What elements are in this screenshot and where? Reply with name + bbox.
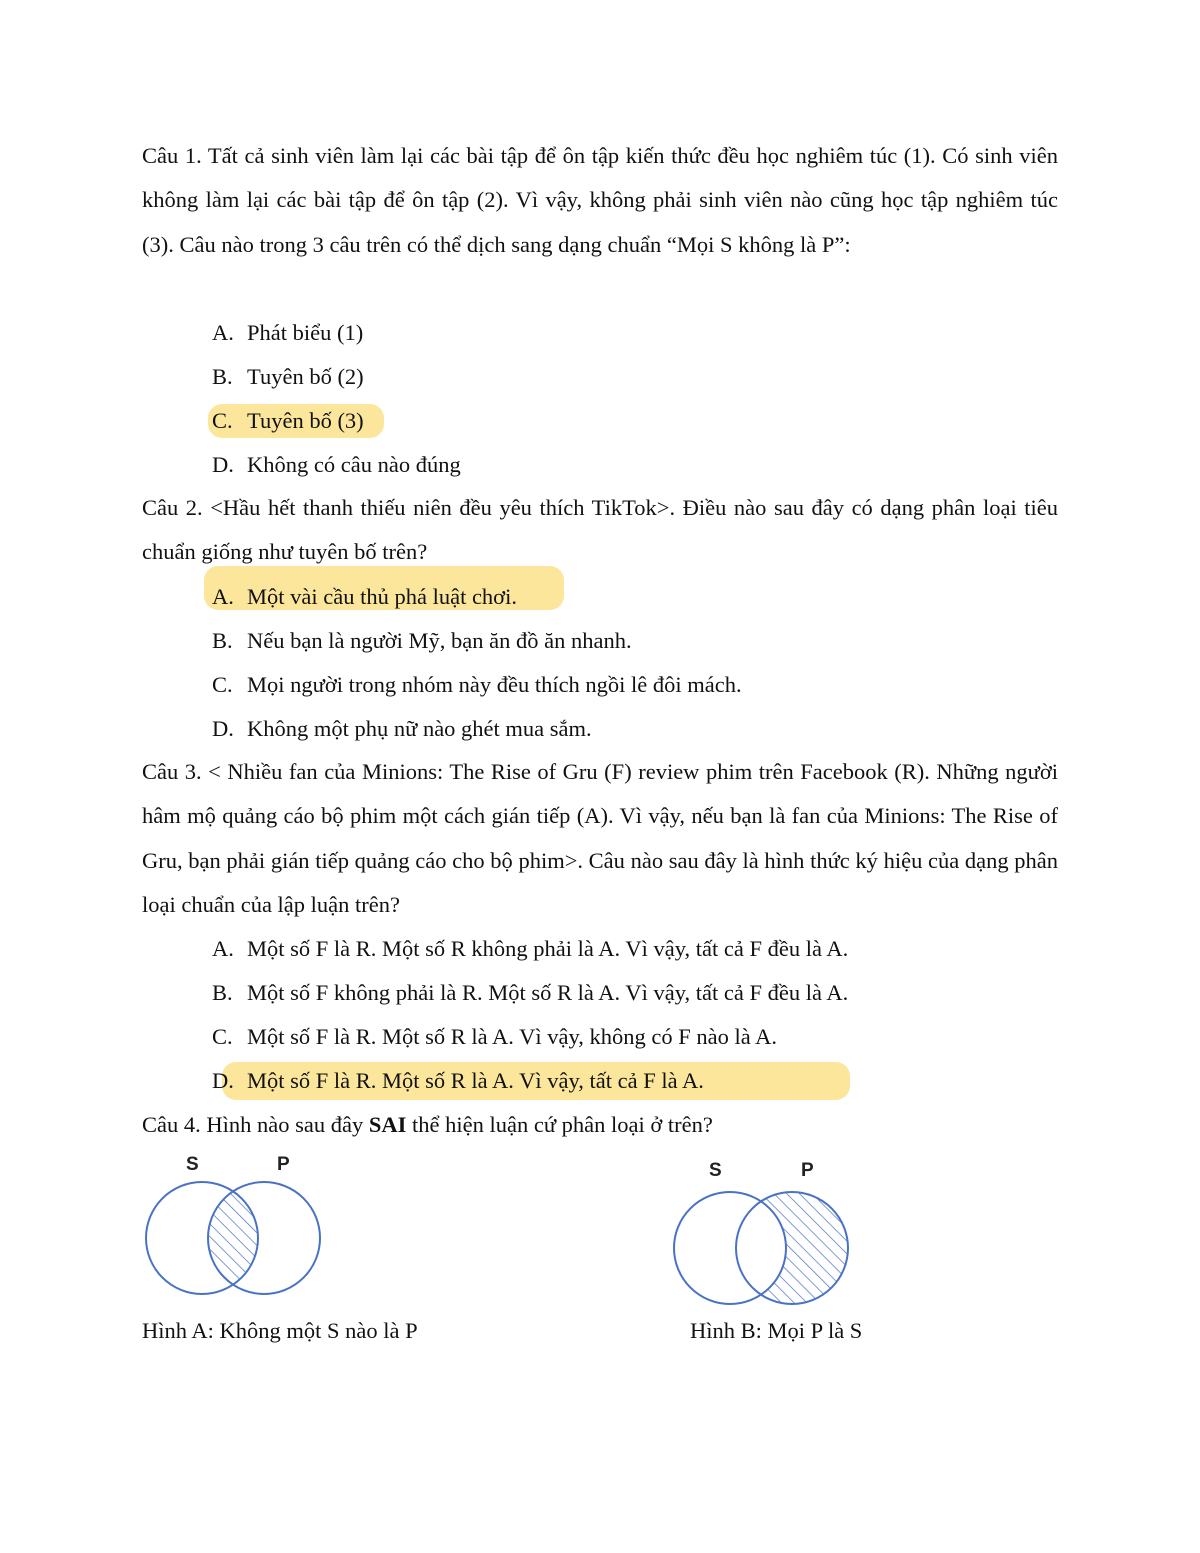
question-3-option-d: [212, 1066, 704, 1096]
option-text: Một vài cầu thủ phá luật chơi.: [247, 584, 517, 609]
option-letter: A.: [212, 936, 234, 961]
question-3-option-b: [212, 978, 848, 1008]
option-text: Một số F không phải là R. Một số R là A. Vì vậy, tất cả F đều là A.: [247, 980, 849, 1005]
option-text: Nếu bạn là người Mỹ, bạn ăn đồ ăn nhanh.: [247, 628, 632, 653]
option-text: Mọi người trong nhóm này đều thích ngồi lê đôi mách.: [247, 672, 742, 697]
question-1-option-a: [212, 318, 363, 348]
question-1-option-c: [212, 406, 364, 436]
option-text: Một số F là R. Một số R là A. Vì vậy, tất cả F là A.: [247, 1068, 704, 1093]
stem-text: Câu 4. Hình nào sau đây: [142, 1112, 369, 1137]
option-letter: A.: [212, 320, 234, 345]
question-1-option-d: [212, 450, 461, 480]
question-2-option-c: [212, 670, 742, 700]
question-1-option-b: [212, 362, 364, 392]
stem-text: thể hiện luận cứ phân loại ở trên?: [406, 1112, 713, 1137]
option-text: Tuyên bố (3): [247, 408, 364, 433]
question-3-option-a: [212, 934, 848, 964]
question-3-stem: Câu 3. < Nhiều fan của Minions: The Rise of Gru (F) review phim trên Facebook (R). Những người hâm mộ quảng cáo bộ phim một cách gián tiếp (A). Vì vậy, nếu bạn là fan của Minions: The Rise of Gru, bạn phải gián tiếp quảng cáo cho bộ phim>. Câu nào sau đây là hình thức ký hiệu của dạng phân loại chuẩn của lập luận trên?: [142, 759, 1058, 917]
option-letter: C.: [212, 672, 233, 697]
option-text: Không một phụ nữ nào ghét mua sắm.: [247, 716, 592, 741]
question-4-stem: [142, 1110, 713, 1140]
figure-a-label-s: S: [186, 1154, 199, 1175]
option-letter: B.: [212, 980, 233, 1005]
option-text: Một số F là R. Một số R không phải là A. Vì vậy, tất cả F đều là A.: [247, 936, 849, 961]
figure-a-label-p: P: [277, 1154, 290, 1175]
figure-b-caption: Hình B: Mọi P là S: [690, 1318, 863, 1343]
question-2-option-b: [212, 626, 632, 656]
figure-b-venn-diagram: [668, 1190, 858, 1310]
option-letter: C.: [212, 1024, 233, 1049]
question-2-stem: Câu 2. <Hầu hết thanh thiếu niên đều yêu thích TikTok>. Điều nào sau đây có dạng phân loại tiêu chuẩn giống như tuyên bố trên?: [142, 495, 1058, 565]
figure-a-venn-diagram: [140, 1180, 330, 1300]
option-letter: B.: [212, 364, 233, 389]
stem-emphasis: SAI: [368, 1112, 407, 1137]
question-2-option-a: [212, 582, 517, 612]
option-text: Một số F là R. Một số R là A. Vì vậy, không có F nào là A.: [247, 1024, 778, 1049]
figure-b-label-s: S: [709, 1160, 722, 1181]
option-letter: C.: [212, 408, 233, 433]
option-text: Phát biểu (1): [247, 320, 364, 345]
option-letter: D.: [212, 452, 234, 477]
option-letter: B.: [212, 628, 233, 653]
option-text: Tuyên bố (2): [247, 364, 364, 389]
option-letter: A.: [212, 584, 234, 609]
question-2-option-d: [212, 714, 592, 744]
figure-b-label-p: P: [801, 1160, 814, 1181]
option-text: Không có câu nào đúng: [247, 452, 461, 477]
figure-a-caption: Hình A: Không một S nào là P: [142, 1318, 418, 1343]
question-1-stem: Câu 1. Tất cả sinh viên làm lại các bài tập để ôn tập kiến thức đều học nghiêm túc (1). Có sinh viên không làm lại các bài tập để ôn tập (2). Vì vậy, không phải sinh viên nào cũng học tập nghiêm túc (3). Câu nào trong 3 câu trên có thể dịch sang dạng chuẩn “Mọi S không là P”:: [142, 143, 1058, 257]
option-letter: D.: [212, 716, 234, 741]
question-3-option-c: [212, 1022, 777, 1052]
option-letter: D.: [212, 1068, 234, 1093]
